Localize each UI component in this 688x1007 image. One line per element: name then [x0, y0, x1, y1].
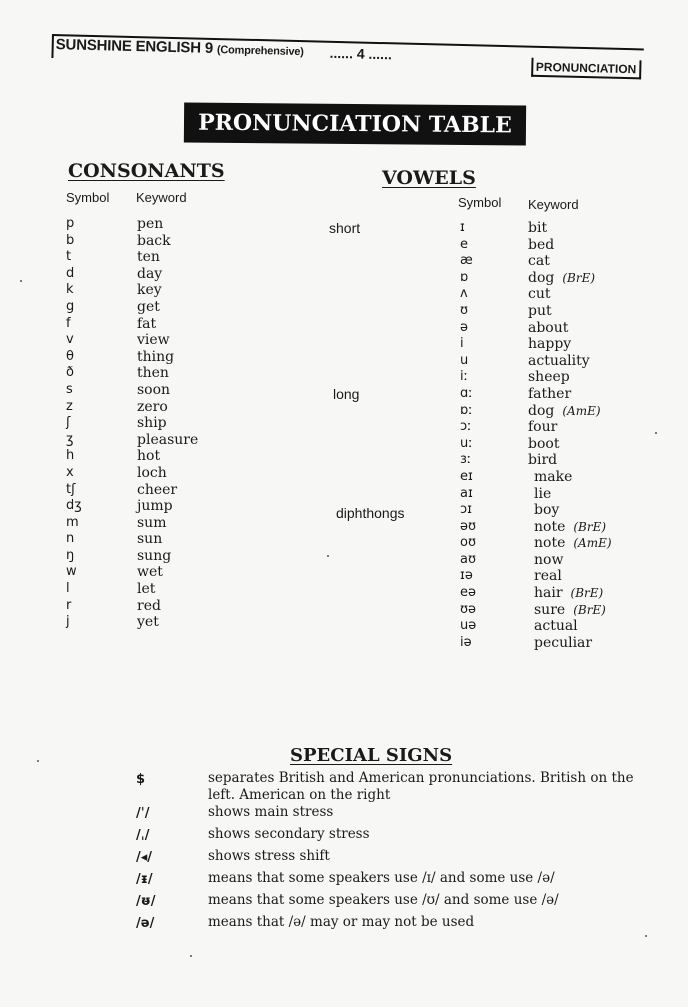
consonant-keyword: let — [137, 581, 156, 598]
section-label: PRONUNCIATION — [531, 58, 642, 80]
special-sign-row — [130, 870, 660, 892]
consonant-keyword: view — [137, 332, 170, 349]
consonant-row — [66, 216, 256, 233]
consonant-symbol: r — [66, 597, 72, 613]
vowel-keyword-text: bed — [528, 236, 555, 253]
scan-speck — [645, 935, 647, 937]
consonant-keyword: then — [137, 365, 169, 382]
consonant-keyword: day — [137, 265, 163, 282]
consonants-keyword-header: Keyword — [136, 190, 187, 205]
special-sign-description: means that /ə/ may or may not be used — [208, 914, 475, 930]
consonant-row — [66, 415, 256, 432]
vowel-keyword-text: actuality — [528, 352, 590, 369]
vowel-row — [458, 237, 658, 254]
vowel-symbol: uː — [460, 435, 473, 451]
vowel-keyword — [528, 336, 571, 353]
vowel-keyword-text: note — [534, 535, 566, 552]
vowel-symbol: aɪ — [460, 485, 473, 501]
special-sign-symbol: /ʊ̵/ — [136, 894, 156, 909]
vowel-symbol: ɔː — [460, 419, 472, 435]
consonant-keyword: cheer — [137, 481, 178, 498]
vowel-symbol: oʊ — [460, 535, 476, 551]
vowel-keyword — [528, 303, 552, 320]
vowels-short-label: short — [329, 220, 361, 236]
consonant-keyword: back — [137, 232, 171, 249]
special-sign-symbol: /ˈ/ — [136, 806, 150, 821]
vowel-row — [458, 602, 658, 619]
vowel-keyword — [534, 602, 606, 619]
special-sign-row — [130, 826, 660, 848]
consonant-keyword: pleasure — [137, 431, 199, 448]
consonant-symbol: p — [66, 216, 75, 231]
special-sign-row — [130, 848, 660, 870]
vowel-keyword — [528, 220, 547, 237]
vowel-keyword-text: now — [534, 551, 564, 568]
consonant-row — [66, 266, 256, 283]
page-header — [51, 34, 642, 96]
vowel-symbol: aʊ — [460, 551, 476, 567]
vowel-keyword-text: sheep — [528, 369, 570, 386]
vowel-keyword — [528, 436, 559, 453]
consonant-symbol: v — [66, 332, 74, 348]
special-sign-row — [130, 804, 660, 826]
consonant-row — [66, 349, 256, 366]
consonant-symbol: ʃ — [66, 415, 71, 431]
vowel-symbol: ʊə — [460, 601, 477, 617]
vowel-symbol: ɪ — [460, 220, 465, 235]
vowel-row — [458, 585, 658, 602]
consonant-row — [66, 598, 256, 615]
consonant-symbol: j — [66, 614, 70, 630]
consonant-keyword: hot — [137, 448, 161, 465]
consonant-row — [66, 282, 256, 299]
consonants-symbol-header: Symbol — [66, 190, 110, 205]
consonant-row — [66, 332, 256, 349]
consonant-symbol: d — [66, 265, 75, 281]
consonant-keyword: fat — [137, 315, 157, 332]
consonant-row — [66, 548, 256, 565]
vowel-row — [458, 469, 658, 486]
vowel-keyword-text: boot — [528, 435, 560, 452]
consonant-symbol: z — [66, 398, 73, 414]
vowel-keyword-text: peculiar — [534, 634, 593, 651]
book-title-text: SUNSHINE ENGLISH 9 — [55, 36, 214, 57]
vowel-keyword-text: make — [534, 468, 573, 485]
consonant-row — [66, 581, 256, 598]
vowel-keyword-text: happy — [528, 336, 572, 353]
vowel-keyword — [534, 618, 578, 635]
vowels-keyword-header: Keyword — [528, 197, 579, 212]
vowel-row — [458, 568, 658, 585]
vowel-keyword-text: hair — [534, 585, 563, 602]
vowel-variant: (AmE) — [562, 403, 601, 418]
consonant-keyword: sung — [137, 547, 172, 564]
special-sign-symbol: /ɪ̵/ — [136, 872, 153, 887]
consonant-keyword: red — [137, 597, 161, 614]
consonant-symbol: f — [66, 315, 71, 331]
vowels-symbol-header: Symbol — [458, 195, 502, 210]
vowel-symbol: ɒ — [460, 269, 469, 285]
special-sign-symbol: $ — [136, 772, 146, 787]
vowel-row — [458, 519, 658, 536]
consonant-symbol: g — [66, 298, 75, 314]
consonant-symbol: ŋ — [66, 547, 75, 563]
vowel-row — [458, 436, 658, 453]
vowel-variant: (AmE) — [573, 536, 612, 551]
consonant-keyword: zero — [137, 398, 168, 415]
vowel-row — [458, 270, 658, 287]
consonant-row — [66, 233, 256, 250]
consonant-keyword: soon — [137, 381, 171, 398]
vowel-symbol: ɒː — [460, 402, 473, 418]
special-signs-heading: SPECIAL SIGNS — [290, 745, 453, 766]
vowel-row — [458, 635, 658, 652]
consonant-symbol: dʒ — [66, 498, 82, 514]
vowel-symbol: u — [460, 352, 469, 368]
vowel-keyword-text: cut — [528, 286, 551, 303]
vowels-diphthongs-label: diphthongs — [336, 505, 405, 521]
page-title: PRONUNCIATION TABLE — [184, 103, 526, 146]
vowel-keyword-text: about — [528, 319, 569, 336]
vowel-row — [458, 403, 658, 420]
vowel-keyword — [528, 452, 557, 469]
scan-speck — [655, 432, 657, 434]
vowel-row — [458, 220, 658, 237]
vowel-variant: (BrE) — [573, 602, 606, 617]
vowel-row — [458, 552, 658, 569]
consonant-row — [66, 365, 256, 382]
vowel-symbol: eɪ — [460, 468, 473, 484]
vowel-symbol: əʊ — [460, 518, 477, 534]
consonant-row — [66, 515, 256, 532]
vowels-heading: VOWELS — [382, 167, 476, 189]
consonant-keyword: jump — [137, 498, 173, 515]
vowel-keyword — [534, 502, 559, 519]
vowel-symbol: ɔɪ — [460, 502, 472, 518]
special-sign-symbol: /ˌ/ — [136, 828, 150, 843]
book-subtitle: (Comprehensive) — [216, 44, 304, 59]
vowel-keyword-text: dog — [528, 402, 555, 419]
consonant-keyword: ten — [137, 249, 160, 266]
page-number: ...... 4 ...... — [329, 44, 393, 63]
vowel-variant: (BrE) — [562, 270, 596, 285]
vowel-keyword — [528, 419, 557, 436]
vowel-keyword — [528, 403, 601, 420]
vowel-variant: (BrE) — [573, 519, 607, 534]
vowel-keyword — [534, 535, 612, 552]
vowel-keyword — [528, 286, 550, 303]
vowel-symbol: æ — [460, 253, 473, 269]
vowel-symbol: iː — [460, 369, 468, 385]
vowel-symbol: ɪə — [460, 568, 473, 584]
vowel-keyword — [528, 369, 570, 386]
vowel-symbol: ɜː — [460, 452, 472, 468]
vowel-keyword — [528, 320, 568, 337]
consonant-keyword: thing — [137, 348, 175, 365]
consonant-symbol: w — [66, 564, 77, 580]
vowel-keyword — [534, 568, 562, 585]
vowel-keyword — [534, 469, 572, 486]
special-sign-description: means that some speakers use /ɪ/ and some use /ə/ — [208, 870, 555, 886]
special-sign-symbol: /◂/ — [136, 850, 153, 865]
consonant-row — [66, 531, 256, 548]
consonants-list — [66, 216, 256, 631]
vowel-row — [458, 502, 658, 519]
vowel-symbol: uə — [460, 618, 477, 634]
vowel-keyword — [528, 253, 550, 270]
vowel-row — [458, 419, 658, 436]
consonant-row — [66, 249, 256, 266]
vowel-row — [458, 336, 658, 353]
consonant-row — [66, 316, 256, 333]
vowel-row — [458, 369, 658, 386]
vowel-keyword — [528, 386, 571, 403]
consonant-keyword: pen — [137, 216, 164, 232]
special-sign-description: shows secondary stress — [208, 826, 370, 842]
vowel-row — [458, 353, 658, 370]
vowel-row — [458, 535, 658, 552]
vowels-long-label: long — [333, 386, 360, 402]
consonant-keyword: ship — [137, 415, 167, 432]
vowel-keyword — [534, 552, 563, 569]
vowel-keyword-text: dog — [528, 269, 555, 286]
consonant-symbol: l — [66, 581, 70, 597]
special-sign-row — [130, 914, 660, 936]
vowel-keyword-text: four — [528, 419, 558, 436]
vowel-keyword — [528, 353, 590, 370]
vowel-symbol: eə — [460, 585, 476, 601]
special-sign-description: separates British and American pronunciations. British on the left. American on the right — [208, 770, 634, 803]
special-signs-list — [130, 770, 660, 936]
consonant-row — [66, 448, 256, 465]
consonant-row — [66, 432, 256, 449]
consonant-keyword: loch — [137, 464, 167, 481]
consonant-row — [66, 299, 256, 316]
vowel-keyword-text: cat — [528, 253, 550, 270]
consonant-row — [66, 564, 256, 581]
scan-speck — [20, 280, 22, 282]
special-sign-description: shows stress shift — [208, 848, 330, 864]
consonant-row — [66, 382, 256, 399]
consonant-keyword: key — [137, 282, 162, 299]
consonant-keyword: sum — [137, 514, 167, 531]
consonant-symbol: x — [66, 464, 74, 480]
vowel-keyword — [534, 519, 606, 536]
vowel-symbol: ʊ — [460, 302, 469, 318]
consonant-symbol: h — [66, 448, 75, 464]
vowels-list — [458, 220, 658, 651]
vowel-keyword — [534, 585, 603, 602]
vowel-row — [458, 286, 658, 303]
vowel-symbol: ɑː — [460, 385, 473, 401]
consonant-symbol: ð — [66, 365, 74, 381]
vowel-variant: (BrE) — [570, 586, 604, 601]
vowel-keyword — [534, 635, 592, 652]
vowel-keyword-text: put — [528, 302, 552, 319]
consonant-symbol: k — [66, 282, 74, 298]
vowel-symbol: ʌ — [460, 286, 468, 302]
consonant-row — [66, 465, 256, 482]
consonant-symbol: ʒ — [66, 431, 74, 447]
scan-speck — [190, 955, 192, 957]
consonant-symbol: b — [66, 232, 75, 248]
vowel-keyword-text: bit — [528, 220, 548, 236]
consonant-keyword: get — [137, 298, 160, 315]
scan-speck — [327, 555, 329, 557]
vowel-keyword-text: sure — [534, 601, 566, 618]
vowel-keyword — [528, 237, 554, 254]
consonants-heading: CONSONANTS — [68, 160, 225, 182]
vowel-keyword-text: real — [534, 568, 562, 585]
consonant-symbol: n — [66, 531, 75, 547]
vowel-keyword-text: lie — [534, 485, 552, 502]
vowel-keyword-text: bird — [528, 452, 558, 469]
consonant-keyword: sun — [137, 531, 163, 548]
vowel-symbol: ə — [460, 319, 468, 335]
vowel-row — [458, 386, 658, 403]
consonant-symbol: s — [66, 381, 73, 397]
consonant-row — [66, 614, 256, 631]
consonant-row — [66, 399, 256, 416]
special-sign-row — [130, 770, 660, 804]
special-sign-row — [130, 892, 660, 914]
vowel-row — [458, 618, 658, 635]
special-sign-description: shows main stress — [208, 804, 334, 820]
vowel-row — [458, 486, 658, 503]
vowel-row — [458, 303, 658, 320]
consonant-row — [66, 498, 256, 515]
scan-speck — [37, 760, 39, 762]
special-sign-symbol: /ə/ — [136, 916, 155, 931]
vowel-row — [458, 320, 658, 337]
vowel-keyword-text: father — [528, 385, 572, 402]
vowel-row — [458, 452, 658, 469]
consonant-keyword: wet — [137, 564, 163, 581]
vowel-keyword — [528, 270, 595, 287]
consonant-keyword: yet — [137, 614, 159, 631]
consonant-symbol: tʃ — [66, 481, 76, 497]
consonant-symbol: m — [66, 514, 79, 530]
vowel-row — [458, 253, 658, 270]
vowel-keyword — [534, 486, 551, 503]
consonant-symbol: t — [66, 249, 72, 265]
consonant-row — [66, 482, 256, 499]
vowel-symbol: e — [460, 236, 468, 252]
consonant-symbol: θ — [66, 348, 74, 364]
vowel-keyword-text: note — [534, 518, 566, 535]
vowel-keyword-text: boy — [534, 502, 560, 519]
vowel-symbol: i — [460, 336, 464, 352]
special-sign-description: means that some speakers use /ʊ/ and some use /ə/ — [208, 892, 559, 908]
vowel-symbol: iə — [460, 634, 472, 650]
vowel-keyword-text: actual — [534, 618, 578, 635]
